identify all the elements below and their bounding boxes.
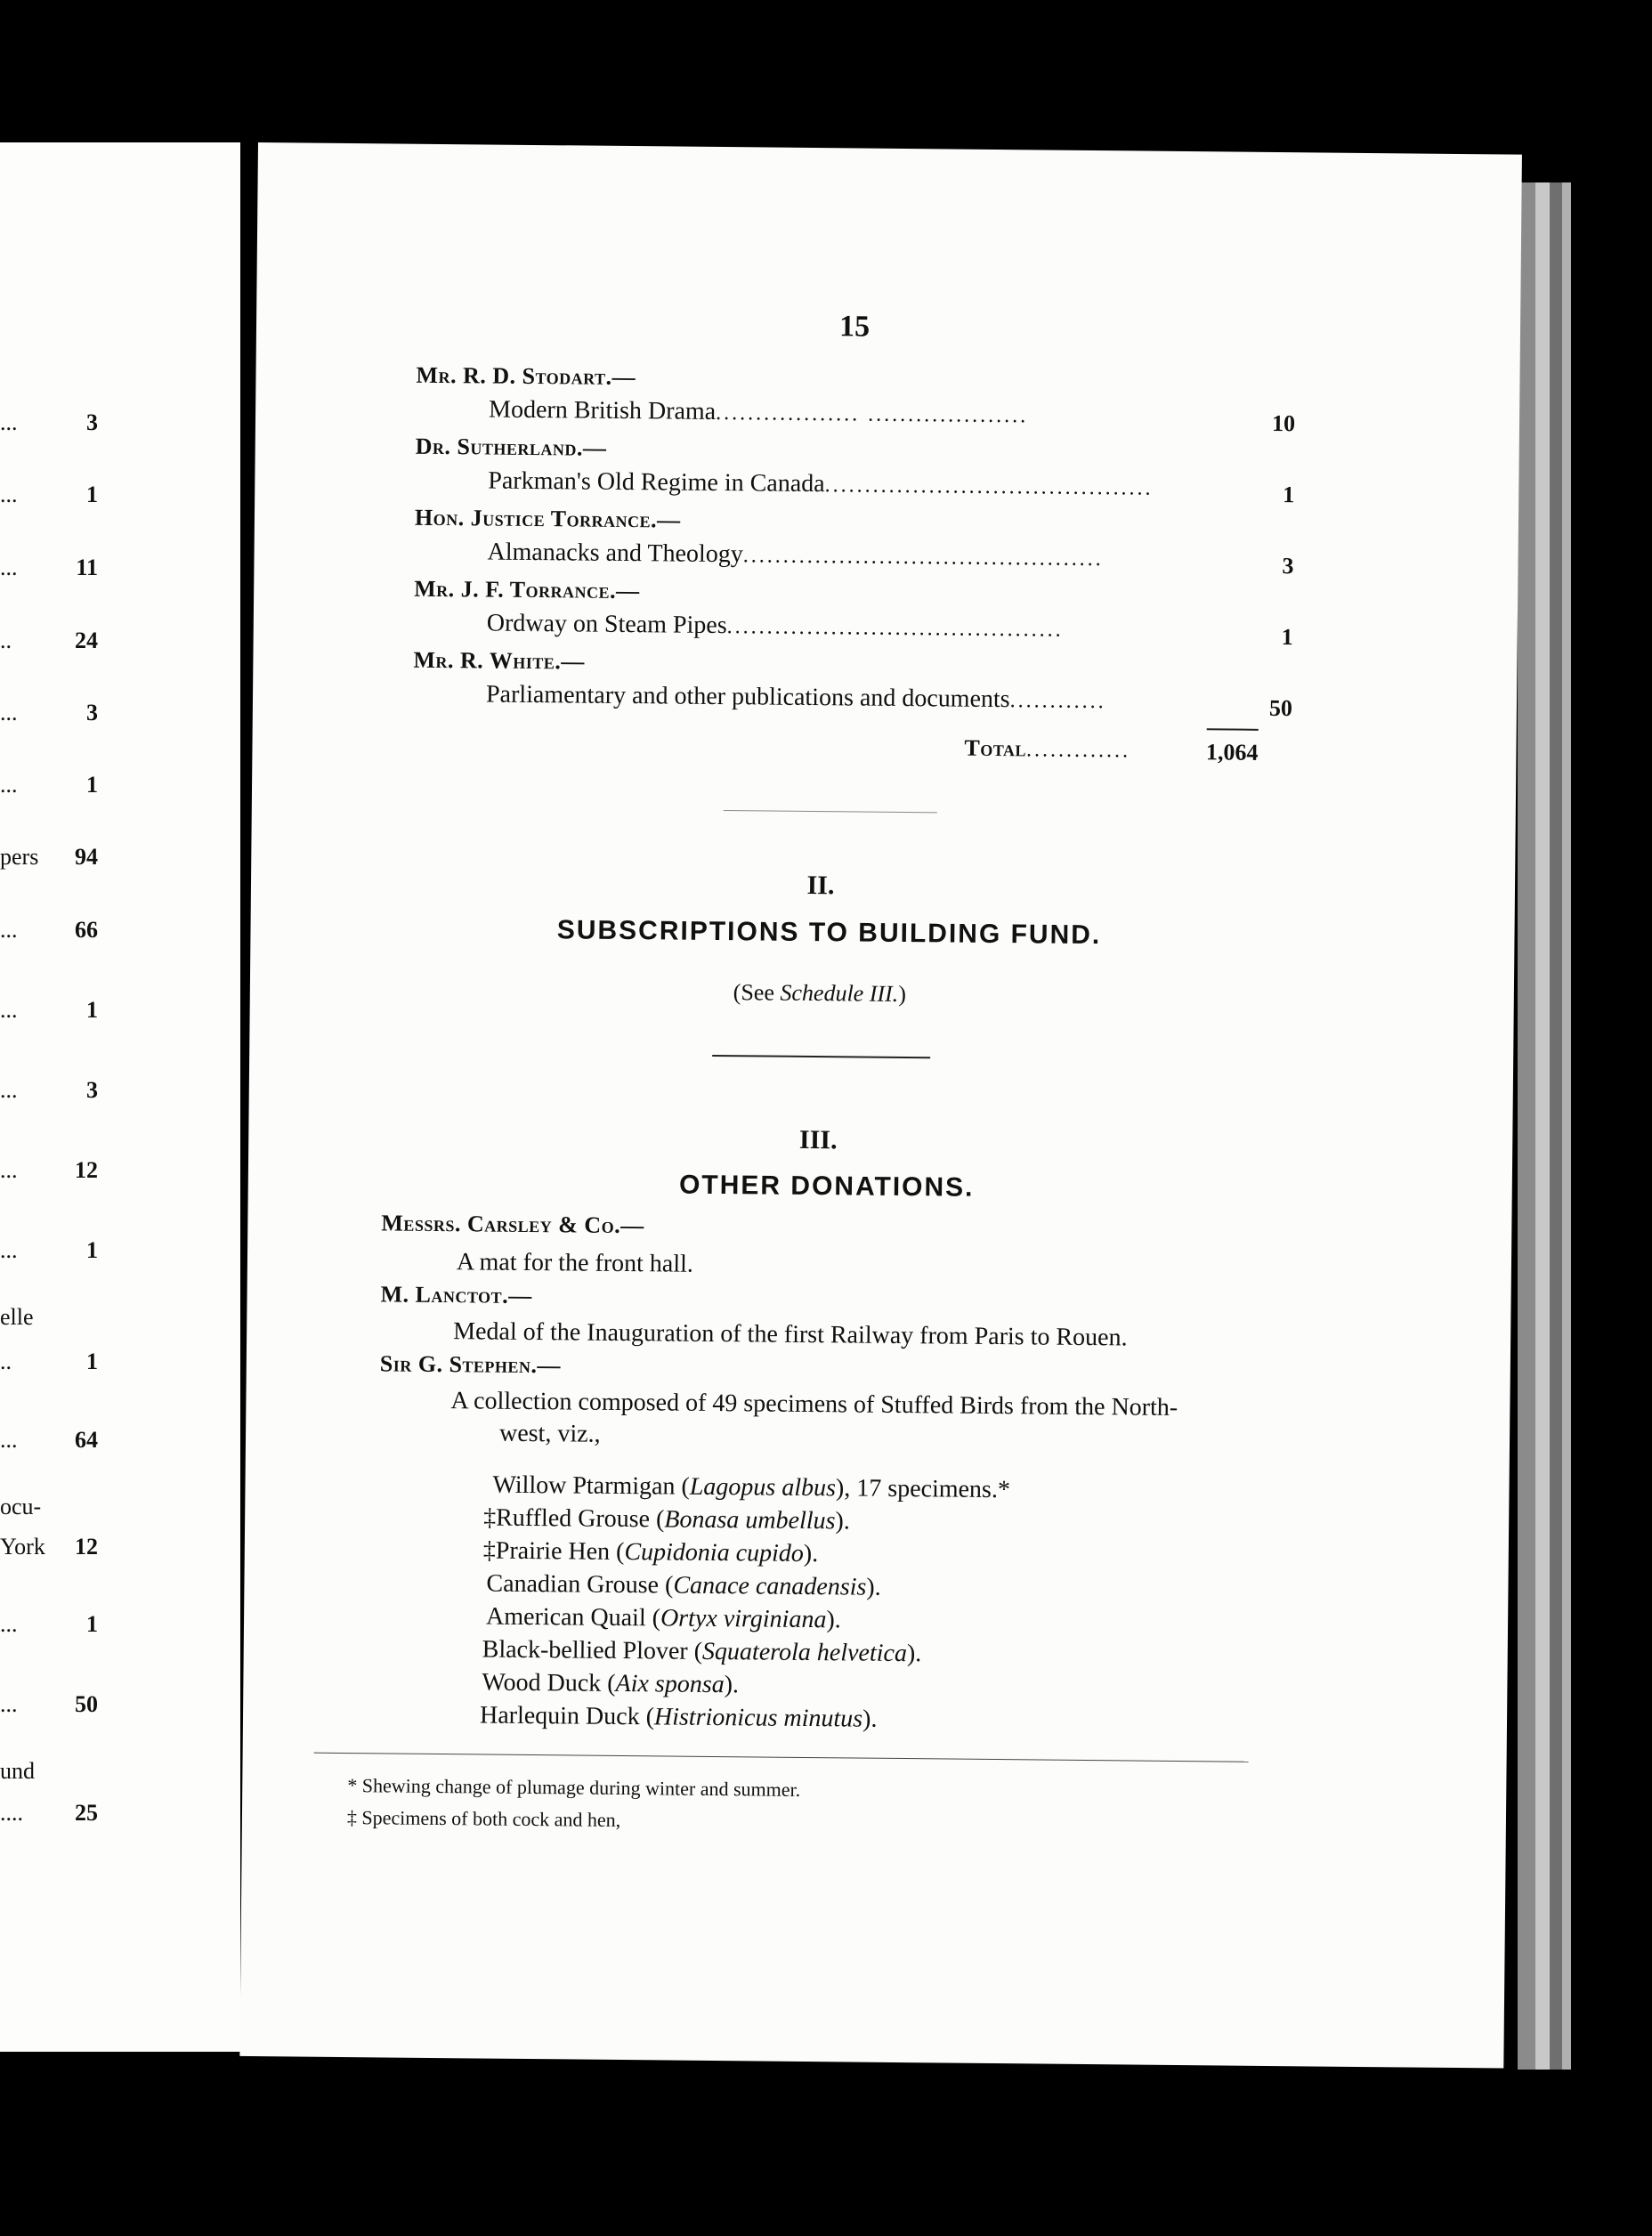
left-row: ... 1 [0,1237,98,1263]
bird-species: ‡Prairie Hen (Cupidonia cupido). [482,1536,819,1568]
footnote: ‡ Specimens of both cock and hen, [346,1806,621,1831]
left-row: ocu- [0,1494,42,1519]
donation-description: Medal of the Inauguration of the first Railway from Paris to Rouen. [453,1317,1128,1352]
left-row: .... 25 [0,1800,98,1826]
donation-description: A collection composed of 49 specimens of Stuffed Birds from the North- [450,1387,1178,1422]
donor-name: Mr. R. D. Stodart.— [416,361,636,391]
footnote-rule [314,1753,1249,1762]
donor-name: M. Lanctot.— [380,1281,532,1309]
section-title: OTHER DONATIONS. [678,1170,975,1203]
divider [724,810,937,813]
donation-item: Almanacks and Theology............................................. [487,538,1104,571]
donation-amount: 1 [1283,482,1295,508]
donor-name: Dr. Sutherland.— [415,433,607,461]
left-row: ... 1 [0,997,98,1023]
page-number: 15 [838,310,871,344]
bird-species: Willow Ptarmigan (Lagopus albus), 17 specimens.* [492,1470,1011,1504]
left-row: ... 50 [0,1691,98,1717]
divider [712,1055,930,1058]
left-row: ... 64 [0,1427,98,1453]
total-row: Total............. [964,734,1131,763]
donation-amount: 3 [1282,553,1294,579]
left-row: ... 3 [0,700,98,725]
total-value: 1,064 [1205,739,1259,766]
left-row: ... 1 [0,772,98,798]
left-row: ... 1 [0,1611,98,1637]
bird-species: Wood Duck (Aix sponsa). [482,1668,740,1699]
left-row: .. 24 [0,628,98,653]
donor-name: Mr. J. F. Torrance.— [414,575,640,604]
sum-rule [1207,728,1259,731]
bird-species: Harlequin Duck (Histrionicus minutus). [479,1701,878,1733]
bird-species: Black-bellied Plover (Squaterola helvetica). [482,1635,922,1668]
schedule-reference: (See Schedule III.) [733,979,907,1008]
footnote: * Shewing change of plumage during winter and summer. [347,1774,801,1801]
donation-amount: 10 [1271,409,1296,437]
left-row: York 12 [0,1534,98,1560]
left-row: elle [0,1304,34,1330]
page-edge [1550,182,1562,2070]
page-edge [1535,182,1550,2070]
bird-species: American Quail (Ortyx virginiana). [485,1602,841,1634]
left-row: ... 3 [0,409,98,435]
left-row: .. 1 [0,1349,98,1374]
left-row: ... 66 [0,917,98,943]
left-row: pers 94 [0,844,98,870]
donation-item: Modern British Drama.................. .................... [488,395,1029,428]
bird-species: Canadian Grouse (Canace canadensis). [486,1569,881,1601]
donation-amount: 1 [1281,624,1293,651]
donor-name: Messrs. Carsley & Co.— [381,1210,644,1239]
section-number: III. [798,1124,838,1155]
left-row: und [0,1758,35,1784]
page-edge [1562,182,1571,2070]
left-row: ... 1 [0,482,98,507]
donor-name: Mr. R. White.— [413,646,585,675]
book-page [239,142,1522,2069]
page-edge [1518,182,1535,2070]
left-row: ... 3 [0,1077,98,1103]
donor-name: Hon. Justice Torrance.— [414,504,681,533]
donation-description: west, viz., [498,1419,601,1448]
donation-item: Parliamentary and other publications and documents............ [485,680,1106,714]
left-row: ... 11 [0,555,98,580]
left-facing-page [0,142,240,2052]
left-row: ... 12 [0,1157,98,1183]
donor-name: Sir G. Stephen.— [379,1350,562,1379]
bird-species: ‡Ruffled Grouse (Bonasa umbellus). [483,1503,850,1535]
donation-item: Parkman's Old Regime in Canada......................................... [488,466,1154,500]
donation-amount: 50 [1268,694,1293,722]
section-title: SUBSCRIPTIONS TO BUILDING FUND. [556,915,1102,951]
donation-item: Ordway on Steam Pipes.......................................... [486,609,1064,642]
donation-description: A mat for the front hall. [456,1248,694,1278]
section-number: II. [806,870,835,901]
